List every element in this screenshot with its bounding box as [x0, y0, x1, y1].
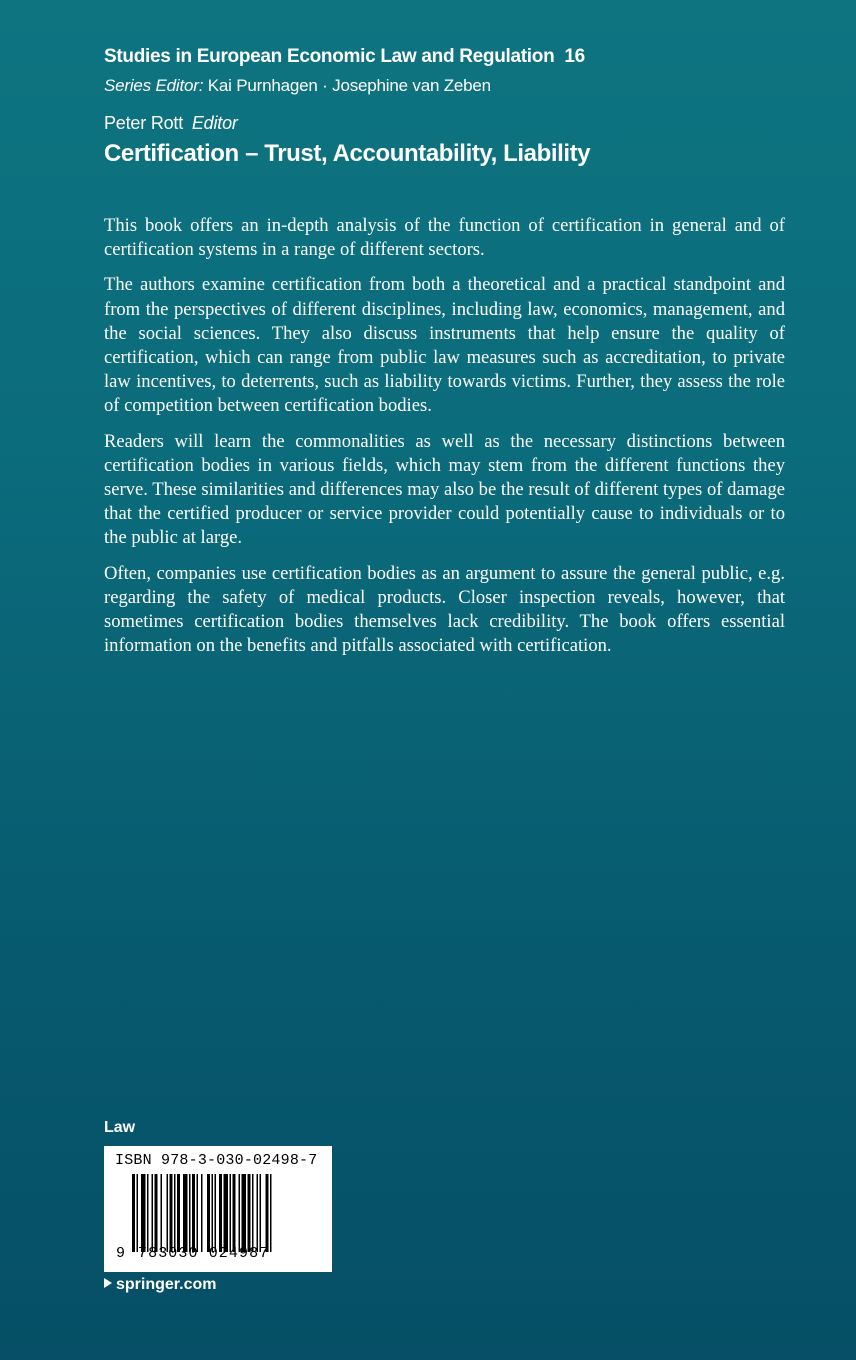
barcode-digits: 783030 024987 [138, 1245, 270, 1262]
blurb-paragraph: The authors examine certification from both a theoretical and a practical standpoint and from the perspectives of different disciplines, including law, economics, management, and the social sciences. They also discuss instruments that help ensure the quality of certification, which can range from public law measures such as accreditation, to private law incentives, to deterrents, such as liability towards victims. Further, they assess the role of competition between certification bodies. [104, 274, 785, 417]
series-name: Studies in European Economic Law and Regulation [104, 46, 555, 67]
isbn-barcode [104, 1146, 332, 1272]
barcode-bar [248, 1174, 251, 1252]
subject-category: Law [104, 1119, 136, 1136]
blurb-paragraph: This book offers an in-depth analysis of the function of certification in general and of certification systems in a range of different sectors. [104, 215, 785, 261]
barcode-bar [257, 1174, 259, 1252]
barcode-bar [152, 1174, 154, 1252]
barcode-bar [189, 1174, 191, 1252]
barcode-bar [177, 1174, 180, 1252]
barcode-bar [155, 1174, 158, 1252]
barcode-bar [239, 1174, 241, 1252]
book-author [104, 113, 238, 134]
barcode-bar [230, 1174, 232, 1252]
barcode-bar [183, 1174, 188, 1252]
series-editors [104, 76, 491, 96]
play-arrow-icon [104, 1278, 112, 1288]
barcode-bar [215, 1174, 217, 1252]
barcode-bar [260, 1174, 262, 1252]
barcode-bar [219, 1174, 222, 1252]
barcode-bar [161, 1174, 163, 1252]
publisher-link[interactable] [104, 1276, 216, 1294]
barcode-icon [132, 1174, 314, 1252]
book-title: Certification – Trust, Accountability, Liability [104, 140, 591, 167]
publisher-link-text: springer.com [116, 1276, 217, 1293]
barcode-bar [212, 1174, 214, 1252]
barcode-bar [137, 1174, 139, 1252]
barcode-bar [147, 1174, 149, 1252]
series-editor-names: Kai Purnhagen · Josephine van Zeben [207, 76, 491, 95]
barcode-bar [174, 1174, 176, 1252]
series-editor-label: Series Editor: [104, 76, 204, 95]
barcode-bar [233, 1174, 236, 1252]
barcode-bar [192, 1174, 195, 1252]
barcode-bar [266, 1174, 269, 1252]
author-role: Editor [191, 113, 238, 133]
barcode-first-digit: 9 [116, 1245, 126, 1262]
barcode-bar [270, 1174, 272, 1252]
barcode-bar [141, 1174, 146, 1252]
blurb-paragraph: Readers will learn the commonalities as well as the necessary distinctions between certification bodies in various fields, which may stem from the different functions they serve. These similarities and differences may also be the result of different types of damage that the certified producer or service provider could potentially cause to individuals or to the public at large. [104, 430, 785, 549]
author-name: Peter Rott [104, 113, 184, 133]
barcode-bar [132, 1174, 135, 1252]
blurb [104, 214, 785, 669]
barcode-bar [224, 1174, 229, 1252]
barcode-bar [197, 1174, 199, 1252]
barcode-bar [167, 1174, 169, 1252]
series-title [104, 46, 585, 68]
blurb-paragraph: Often, companies use certification bodies as an argument to assure the general public, e.g. regarding the safety of medical products. Closer inspection reveals, however, that sometimes certification bodies themselves lack credibility. The book offers essential information on the benefits and pitfalls associated with certification. [104, 562, 785, 657]
barcode-bar [201, 1174, 203, 1252]
isbn-label: ISBN 978-3-030-02498-7 [115, 1152, 318, 1169]
barcode-bar [242, 1174, 247, 1252]
barcode-bar [207, 1174, 210, 1252]
barcode-bar [252, 1174, 254, 1252]
barcode-bar [170, 1174, 173, 1252]
series-number: 16 [564, 46, 585, 67]
